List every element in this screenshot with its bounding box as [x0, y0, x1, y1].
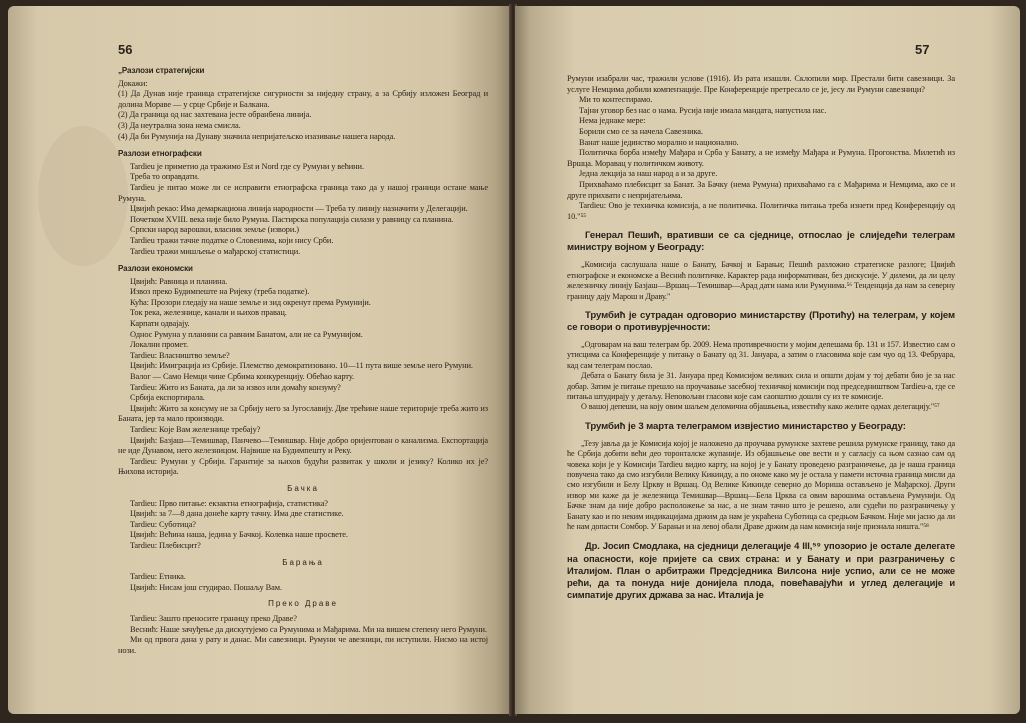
subsection-heading: Барања: [282, 557, 324, 567]
text-line: Tardieu: Које Вам железнице требају?: [130, 425, 261, 434]
text-line: Цвијић: Већина наша, једина у Бачкој. Колевка наше просвете.: [130, 530, 348, 540]
text-line: Веснић: Наше зачуђење да дискутујемо са Румунима и Мађарима. Ми на вишем степену него Румуни.: [130, 624, 487, 634]
subsection-heading: Бачка: [287, 483, 319, 493]
left-page-text: [118, 66, 488, 656]
text-line: Докажи:: [118, 78, 148, 88]
text-line: Цвијић: Базјаш—Темишвар, Панчево—Темишвар. Није добро оријентован о канализма. Експортација не иде Дунавом, него железницом. Највише на Будимпешту и Реку.: [118, 435, 488, 456]
text-line: Tardieu: Прво питање: екзактна етнографија, статистика?: [130, 498, 328, 508]
quote-trumbic-1a: „Одговарам на ваш телеграм бр. 2009. Нема противречности у мојим депешама бр. 131 и 157. Известио сам о утисцима са Конференције у питању о Банату од 31. Јануара, а затим о гласовима које сам чуо од 13. Фебруара, кад сам телеграм послао.: [567, 339, 955, 370]
text-line: Цвијић: Нисам још студирао. Пошаљу Вам.: [130, 582, 282, 592]
text-line: Tardieu: Плебисцит?: [130, 540, 201, 550]
quote-trumbic-1b: Дебата о Банату била је 31. Јануара пред Комисијом великих сила и општи дојам у тој дебати био је за нас добар. Затим је питање прешло на проучавање засебној техничкој комисији под председништвом Tardieu-а, где се питања штудирају у детаљу. Неповољни гласови које сам саопштио дошли су из те комисије.: [567, 371, 955, 401]
text-line: Цвијић рекао: Има демаркациона линија народности — Треба ту линију назначити у Делегацији.: [130, 204, 468, 214]
subsection-heading: Преко Драве: [268, 599, 338, 609]
text-line: Tardieu: Зашто преносите границу преко Драве?: [130, 613, 297, 623]
text-line: Tardieu је питао може ли се исправити етнографска граница тако да у нашој граници остане мање Румуна.: [118, 182, 488, 203]
text-line: Румуни изабрали час, тражили услове (1916). Из рата изашли. Склопили мир. Престали бити савезници. За услуге Немцима добили компензације. Пре Конференције претресало се је, јесу ли Румуни савезници?: [567, 74, 955, 94]
page-number-left: 56: [118, 42, 133, 57]
text-line: Једна лекција за наш народ а и за друге.: [579, 169, 718, 179]
text-line: Ванат наше јединство морално и национално.: [579, 137, 739, 147]
quote-pesic: „Комисија саслушала наше о Банату, Бачкој и Барањи; Пешић разложио стратегиске разлоге; Цвијић етнографске и економске а Веснић политичке. Карактер рада информативан, без дискусије. У дилеми, да ли целу железничку линију Базјаш—Вршац—Темишвар—Арад дати нама или Румунима.⁵⁶ Тенденција да нам за северну границу дају Марош и Драву.": [567, 260, 955, 301]
text-line: (4) Да би Румунија на Дунаву значила непријатељско изазивање нашега народа.: [118, 131, 396, 141]
right-page: [515, 6, 1020, 714]
text-line: Валог — Само Немци чине Србима конкуренцију. Обећао карту.: [130, 372, 354, 382]
section-heading: „Разлози стратегијски: [118, 66, 205, 75]
heading-pesic: Генерал Пешић, вративши се са сједнице, отпослао је слиједећи телеграм министру војном у Београду:: [567, 230, 955, 254]
text-line: Почетком XVIII. века није било Румуна. Пастирска популација силази у равницу са планина.: [130, 214, 454, 224]
left-page: [8, 6, 511, 714]
text-line: Tardieu тражи мишљење о мађарској статистици.: [130, 246, 301, 256]
text-line: Српски народ варошки, власник земље (извори.): [130, 225, 299, 235]
text-line: Tardieu: Суботица?: [130, 519, 196, 529]
text-line: Борили смо се за начела Савезника.: [579, 126, 703, 136]
text-line: Tardieu: Ово је техничка комисија, а не политичка. Политичка питања треба изнети пред Конференцију од 10."⁵⁵: [567, 201, 955, 221]
quote-trumbic-1c: О вашој депеши, на коју овим шаљем деломична објашњења, известићу како желите одмах делегацију."⁵⁷: [581, 402, 940, 412]
right-intro-block: [567, 74, 955, 222]
smodlaka-paragraph: Др. Јосип Смодлака, на сједници делегације 4 III,⁵⁹ упозорио је остале делегате на опасности, које пријете са свих страна: и у Банату и при разграничењу с Италијом. План о арбитражи Предсједника Вилсона није успио, али се не може рећи, да та понуда није донијела плода, повећавајући и углед делегације и симпатије других држава за нас. Италија је: [567, 540, 955, 601]
text-line: Ми то контестирамо.: [579, 95, 653, 105]
section-heading: Разлози етнографски: [118, 149, 202, 159]
text-line: Tardieu је приметио да тражимо Est и Nord где су Румуни у већини.: [130, 161, 364, 171]
right-page-text: [567, 74, 955, 601]
text-line: Кућа: Прозори гледају на наше земље и зид окренут према Румунији.: [130, 297, 371, 307]
text-line: Политичка борба између Мађара и Срба у Банату, а не између Мађара и Румуна. Прогонства. Милетић из Вршца. Моравац у политичком животу.: [567, 148, 955, 168]
text-line: Цвијић: Равница и планина.: [130, 276, 228, 286]
text-line: Tardieu: Румуни у Србији. Гарантије за њихов будући развитак у школи и језику? Колико их је? Њихова историја.: [118, 456, 488, 477]
paper-stain: [38, 126, 128, 266]
section-heading: Разлози економски: [118, 264, 193, 274]
quote-trumbic-2: „Тезу јавља да је Комисија којој је наложено да проучава румунске захтеве решила румунске границу, тако да ће Србија добити већи део торонталске жупаније. Из објашњење ове вести и у сагласју са њом сазнао сам од човека који је у Комисији Tardieu видио карту, на којој је у Банату проведено разграничење, да је наша граница повучена тако да смо изгубили Велику Кикинду, а по ономе како му је остала у памети источна граница мисли да смо изгубили и Белу Цркву и Вршац. Од Велике Кикинде северно до Мориша остављено је Мађарској. Други извор ми каже да је железница Темишвар—Вршац—Бела Црква са овим варошима остављена Румунији. Од Бачке знам да није добро расположење за нас, а не знам тачно што је решено, али судећи по разграничењу у Банату као и по неким индикацијама држим да нам је украћена Суботица са средњом Бачком. Није ми јасно да ли ће нам допасти Сомбор. У Барањи и на левој обали Драве држим да нам комисија није признала ништа."⁵⁸: [567, 438, 955, 532]
text-line: Ми од првога дана у рату и данас. Ми савезници. Румуни че авезници, пи иступили. Нисмо на истој нози.: [118, 635, 488, 655]
heading-trumbic-2: Трумбић је 3 марта телеграмом извјестио министарство у Београду:: [585, 420, 906, 432]
text-line: Извоз преко Будимпеште на Ријеку (треба податке).: [130, 287, 310, 297]
text-line: (2) Да граница од нас захтевана јесте обранбена линија.: [118, 110, 312, 120]
heading-trumbic-1: Трумбић је сутрадан одговорио министарству (Протићу) на телеграм, у којем се говори о противурјечности:: [567, 309, 955, 333]
text-line: Треба то оправдати.: [130, 172, 200, 182]
text-line: (1) Да Дунав није граница стратегијске сигурности за ниједну страну, а за Србију изложен Београд и долина Мораве — у срце Србије и Балкана.: [118, 89, 488, 109]
text-line: Локални промет.: [130, 340, 188, 350]
text-line: Нема једнаке мере:: [579, 116, 646, 126]
text-line: Tardieu: Власништво земље?: [130, 350, 230, 360]
text-line: (3) Да неутрална зона нема смисла.: [118, 120, 241, 130]
page-number-right: 57: [915, 42, 930, 57]
text-line: Tardieu: Етника.: [130, 572, 186, 582]
text-line: Цвијић: Жито за консуму не за Србију него за Југославију. Две трећине наше територије треба жито из Баната, јер та мало производи.: [118, 403, 488, 424]
text-line: Карпати одвајају.: [130, 319, 190, 329]
text-line: Цвијић: за 7—8 дана донеће карту тачну. Има две статистике.: [130, 509, 344, 519]
text-line: Ток река, железнице, канали и њихов правац.: [130, 308, 287, 318]
text-line: Tardieu: Жито из Баната, да ли за извоз или домаћу конзуму?: [130, 382, 341, 392]
text-line: Србија експортирала.: [130, 393, 205, 403]
text-line: Tardieu тражи тачне податке о Словенима, који нису Срби.: [130, 235, 334, 245]
text-line: Цвијић: Имиграција из Србије. Племство демократизовано. 10—11 пута више земље него Румуни.: [130, 361, 473, 371]
text-line: Тајни уговор без нас о нама. Русија није имала мандата, напустила нас.: [579, 105, 827, 115]
text-line: Прихваћамо плебисцит за Банат. За Бачку (нема Румуна) прихваћамо га с Мађарима и Немцима, ако се и друге прихвати с непријатељима.: [567, 179, 955, 200]
text-line: Однос Румуна у планини са равним Банатом, али не са Румунијом.: [130, 329, 363, 339]
